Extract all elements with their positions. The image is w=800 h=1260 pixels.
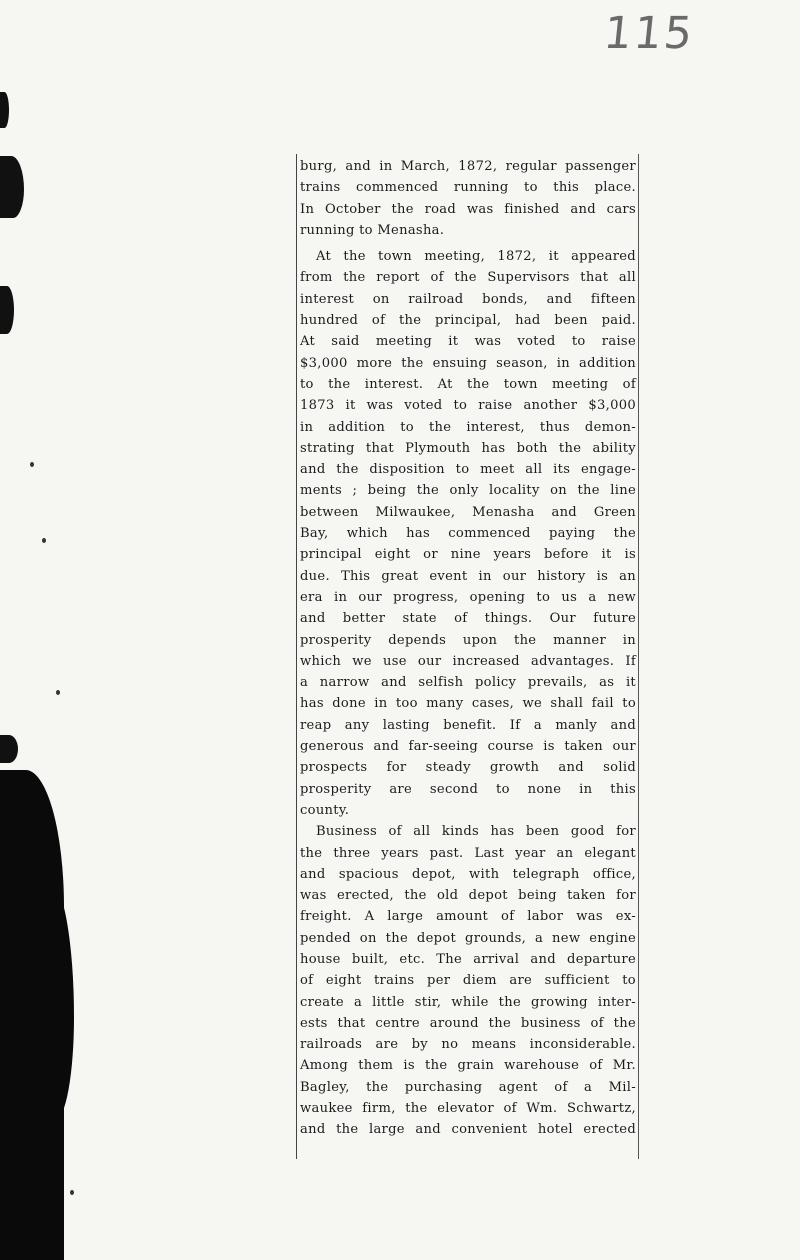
text-line: waukee firm, the elevator of Wm. Schwartz, [300,1101,636,1117]
text-line: burg, and in March, 1872, regular passenger [300,159,636,174]
margin-speck [42,538,46,543]
text-line: At said meeting it was voted to raise [300,334,636,350]
text-line: and better state of things. Our future [300,611,636,627]
text-line: and the large and convenient hotel erected [300,1122,636,1138]
text-line: running to Menasha. [300,222,445,238]
text-line: was erected, the old depot being taken for [300,888,636,904]
text-line: a narrow and selfish policy prevails, as it [300,675,636,691]
text-line: of eight trains per diem are sufficient to [300,973,636,989]
text-line: strating that Plymouth has both the ability [300,440,636,456]
text-line: from the report of the Supervisors that all [300,270,636,286]
text-line: generous and far-seeing course is taken our [300,739,636,755]
text-line: ments ; being the only locality on the line [300,483,636,499]
newspaper-column [296,154,639,1159]
margin-speck [56,690,60,695]
margin-ink-mark [0,286,14,334]
margin-ink-mark [0,156,24,218]
text-line: interest on railroad bonds, and fifteen [300,291,636,307]
page-number: 115 [601,8,697,59]
text-line: freight. A large amount of labor was ex- [300,909,636,925]
text-line: 1873 it was voted to raise another $3,000 [300,398,636,414]
article-text [300,156,636,1141]
text-line: era in our progress, opening to us a new [300,589,636,605]
text-line: Among them is the grain warehouse of Mr. [300,1058,636,1074]
text-line: pended on the depot grounds, a new engine [300,930,636,946]
text-line: At the town meeting, 1872, it appeared [316,249,636,265]
text-line: In October the road was finished and cars [300,201,636,217]
margin-ink-mark [0,735,18,763]
text-line: principal eight or nine years before it is [300,547,636,563]
text-line: in addition to the interest, thus demon- [300,419,636,435]
text-line: and spacious depot, with telegraph office, [300,866,636,882]
text-line: trains commenced running to this place. [300,180,636,196]
text-line: railroads are by no means inconsiderable. [300,1037,636,1053]
text-line: county. [300,802,350,818]
text-line: $3,000 more the ensuing season, in addition [300,355,636,371]
text-line: prosperity depends upon the manner in [300,632,636,648]
text-line: Bay, which has commenced paying the [300,526,636,542]
margin-ink-mark [0,92,9,128]
text-line: to the interest. At the town meeting of [300,376,636,392]
text-line: and the disposition to meet all its engage- [300,462,636,478]
text-line: which we use our increased advantages. If [300,653,636,669]
margin-speck [30,462,34,467]
text-line: ests that centre around the business of the [300,1015,636,1031]
text-line: between Milwaukee, Menasha and Green [300,504,636,520]
text-line: has done in too many cases, we shall fail to [300,696,636,712]
text-line: create a little stir, while the growing inter- [300,994,636,1010]
margin-ink-stain [0,770,64,1260]
text-line: prospects for steady growth and solid [300,760,636,776]
margin-speck [70,1190,74,1195]
text-line: house built, etc. The arrival and departure [300,951,636,967]
text-line: reap any lasting benefit. If a manly and [300,717,636,733]
text-line: the three years past. Last year an elegant [300,845,636,861]
text-line: prosperity are second to none in this [300,781,636,797]
text-line: Business of all kinds has been good for [316,824,636,840]
text-line: Bagley, the purchasing agent of a Mil- [300,1079,636,1095]
text-line: hundred of the principal, had been paid. [300,313,636,329]
text-line: due. This great event in our history is an [300,568,636,584]
